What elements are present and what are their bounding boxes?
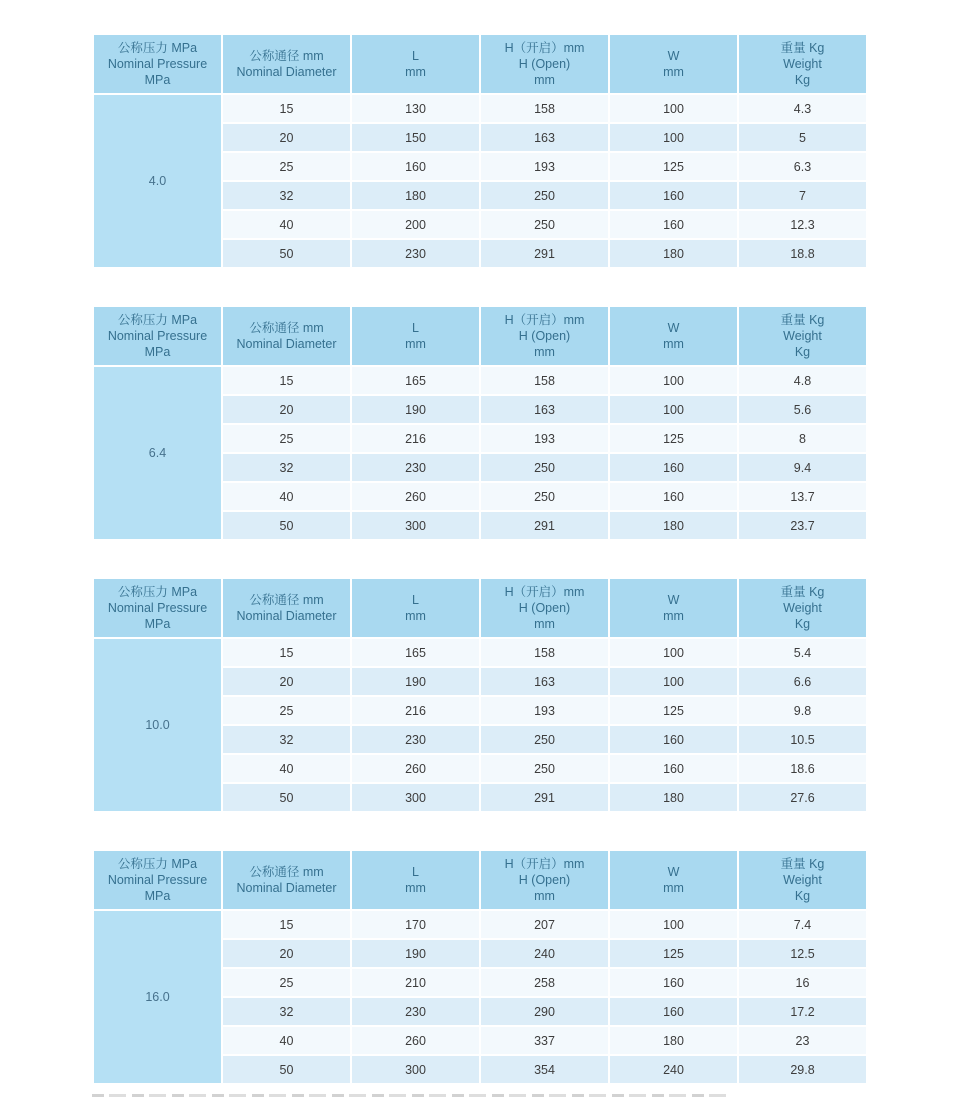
cell-weight: 6.6 xyxy=(739,668,866,695)
header-line: Weight xyxy=(783,601,822,615)
cell-height: 337 xyxy=(481,1027,608,1054)
cell-height: 193 xyxy=(481,697,608,724)
header-line: Weight xyxy=(783,873,822,887)
header-line: mm xyxy=(663,65,684,79)
header-line: 公称通径 mm xyxy=(249,593,324,607)
cell-width: 125 xyxy=(610,425,737,452)
cell-diameter: 32 xyxy=(223,182,350,209)
cell-height: 193 xyxy=(481,153,608,180)
cell-diameter: 50 xyxy=(223,240,350,267)
cell-width: 100 xyxy=(610,911,737,938)
header-line: Nominal Pressure xyxy=(107,873,208,887)
header-nominal-pressure xyxy=(94,307,221,365)
cell-width: 180 xyxy=(610,240,737,267)
cell-height: 163 xyxy=(481,668,608,695)
cell-weight: 18.8 xyxy=(739,240,866,267)
cell-length: 160 xyxy=(352,153,479,180)
header-line: H (Open) xyxy=(518,57,571,71)
cell-weight: 6.3 xyxy=(739,153,866,180)
cell-width: 180 xyxy=(610,784,737,811)
cell-weight: 12.5 xyxy=(739,940,866,967)
cell-length: 260 xyxy=(352,1027,479,1054)
cell-weight: 27.6 xyxy=(739,784,866,811)
header-line: 公称通径 mm xyxy=(249,49,324,63)
header-line: 公称压力 MPa xyxy=(117,41,198,55)
header-height-open xyxy=(481,579,608,637)
cell-diameter: 32 xyxy=(223,454,350,481)
cell-height: 291 xyxy=(481,784,608,811)
cell-weight: 29.8 xyxy=(739,1056,866,1083)
cell-diameter: 20 xyxy=(223,940,350,967)
header-height-open xyxy=(481,851,608,909)
header-line: 重量 Kg xyxy=(780,313,825,327)
header-line: H（开启）mm xyxy=(504,41,585,55)
cell-length: 230 xyxy=(352,998,479,1025)
cell-width: 160 xyxy=(610,755,737,782)
header-line: H（开启）mm xyxy=(504,857,585,871)
cell-weight: 9.8 xyxy=(739,697,866,724)
cell-diameter: 40 xyxy=(223,483,350,510)
cell-diameter: 32 xyxy=(223,998,350,1025)
header-line: Kg xyxy=(794,73,811,87)
header-nominal-diameter xyxy=(223,579,350,637)
pressure-cell: 4.0 xyxy=(94,95,221,267)
cell-width: 125 xyxy=(610,153,737,180)
cell-weight: 16 xyxy=(739,969,866,996)
header-line: Kg xyxy=(794,617,811,631)
cell-height: 158 xyxy=(481,367,608,394)
header-line: mm xyxy=(534,889,555,903)
cell-width: 180 xyxy=(610,512,737,539)
cell-length: 230 xyxy=(352,726,479,753)
cell-width: 160 xyxy=(610,182,737,209)
header-line: 重量 Kg xyxy=(780,857,825,871)
pressure-cell: 10.0 xyxy=(94,639,221,811)
header-line: H (Open) xyxy=(518,329,571,343)
cell-weight: 8 xyxy=(739,425,866,452)
cell-width: 100 xyxy=(610,668,737,695)
cell-width: 160 xyxy=(610,483,737,510)
header-line: H (Open) xyxy=(518,873,571,887)
table-row xyxy=(94,639,866,666)
cell-height: 250 xyxy=(481,211,608,238)
cell-diameter: 15 xyxy=(223,639,350,666)
cell-width: 160 xyxy=(610,969,737,996)
cutoff-text-artifact xyxy=(92,1094,732,1097)
header-line: H (Open) xyxy=(518,601,571,615)
cell-height: 158 xyxy=(481,639,608,666)
header-line: 重量 Kg xyxy=(780,41,825,55)
cell-weight: 5 xyxy=(739,124,866,151)
cell-height: 250 xyxy=(481,755,608,782)
cell-width: 125 xyxy=(610,697,737,724)
cell-weight: 9.4 xyxy=(739,454,866,481)
spec-table-10_0-mpa xyxy=(92,577,868,813)
cell-diameter: 32 xyxy=(223,726,350,753)
cell-length: 300 xyxy=(352,784,479,811)
cell-width: 100 xyxy=(610,367,737,394)
cell-height: 158 xyxy=(481,95,608,122)
header-line: W xyxy=(667,49,680,63)
cell-length: 165 xyxy=(352,367,479,394)
cell-height: 291 xyxy=(481,240,608,267)
cell-diameter: 40 xyxy=(223,755,350,782)
header-line: Weight xyxy=(783,57,822,71)
header-line: mm xyxy=(405,337,426,351)
cell-weight: 12.3 xyxy=(739,211,866,238)
cell-width: 100 xyxy=(610,95,737,122)
cell-weight: 4.3 xyxy=(739,95,866,122)
header-nominal-pressure xyxy=(94,579,221,637)
cell-weight: 10.5 xyxy=(739,726,866,753)
table-header xyxy=(94,851,866,909)
table-header xyxy=(94,35,866,93)
header-line: W xyxy=(667,593,680,607)
cell-weight: 5.6 xyxy=(739,396,866,423)
header-length xyxy=(352,579,479,637)
table-row xyxy=(94,95,866,122)
cell-diameter: 25 xyxy=(223,697,350,724)
header-line: Nominal Pressure xyxy=(107,57,208,71)
cell-diameter: 15 xyxy=(223,367,350,394)
cell-weight: 18.6 xyxy=(739,755,866,782)
header-line: 公称通径 mm xyxy=(249,321,324,335)
cell-length: 210 xyxy=(352,969,479,996)
header-line: mm xyxy=(534,345,555,359)
cell-weight: 7.4 xyxy=(739,911,866,938)
cell-length: 190 xyxy=(352,668,479,695)
header-line: Kg xyxy=(794,889,811,903)
header-line: mm xyxy=(405,881,426,895)
header-line: H（开启）mm xyxy=(504,585,585,599)
cell-height: 250 xyxy=(481,454,608,481)
cell-length: 260 xyxy=(352,483,479,510)
header-line: Nominal Diameter xyxy=(236,609,337,623)
cell-diameter: 50 xyxy=(223,512,350,539)
header-nominal-diameter xyxy=(223,851,350,909)
header-weight xyxy=(739,579,866,637)
cell-diameter: 50 xyxy=(223,1056,350,1083)
cell-diameter: 25 xyxy=(223,425,350,452)
header-line: mm xyxy=(663,881,684,895)
header-line: Weight xyxy=(783,329,822,343)
cell-height: 207 xyxy=(481,911,608,938)
header-line: W xyxy=(667,321,680,335)
cell-width: 160 xyxy=(610,211,737,238)
table-header xyxy=(94,307,866,365)
cell-length: 165 xyxy=(352,639,479,666)
pressure-cell: 16.0 xyxy=(94,911,221,1083)
header-nominal-pressure xyxy=(94,851,221,909)
cell-width: 160 xyxy=(610,726,737,753)
cell-length: 190 xyxy=(352,940,479,967)
header-line: 公称通径 mm xyxy=(249,865,324,879)
cell-weight: 5.4 xyxy=(739,639,866,666)
cell-length: 300 xyxy=(352,512,479,539)
header-line: Nominal Pressure xyxy=(107,601,208,615)
header-width xyxy=(610,307,737,365)
cell-length: 180 xyxy=(352,182,479,209)
cell-length: 300 xyxy=(352,1056,479,1083)
spec-table-4_0-mpa xyxy=(92,33,868,269)
cell-diameter: 20 xyxy=(223,124,350,151)
cell-weight: 23.7 xyxy=(739,512,866,539)
header-weight xyxy=(739,851,866,909)
cell-diameter: 50 xyxy=(223,784,350,811)
header-line: 公称压力 MPa xyxy=(117,313,198,327)
header-weight xyxy=(739,307,866,365)
cell-height: 291 xyxy=(481,512,608,539)
cell-diameter: 40 xyxy=(223,211,350,238)
header-line: 公称压力 MPa xyxy=(117,857,198,871)
header-line: H（开启）mm xyxy=(504,313,585,327)
cell-width: 160 xyxy=(610,454,737,481)
cell-height: 240 xyxy=(481,940,608,967)
pressure-cell: 6.4 xyxy=(94,367,221,539)
header-nominal-diameter xyxy=(223,35,350,93)
header-line: mm xyxy=(405,609,426,623)
cell-width: 240 xyxy=(610,1056,737,1083)
header-line: L xyxy=(412,865,419,879)
spec-table-16_0-mpa xyxy=(92,849,868,1085)
header-length xyxy=(352,307,479,365)
header-line: Nominal Diameter xyxy=(236,337,337,351)
header-line: MPa xyxy=(144,345,171,359)
header-line: MPa xyxy=(144,889,171,903)
cell-diameter: 20 xyxy=(223,396,350,423)
cell-height: 250 xyxy=(481,726,608,753)
cell-height: 163 xyxy=(481,396,608,423)
header-nominal-diameter xyxy=(223,307,350,365)
cell-height: 163 xyxy=(481,124,608,151)
header-line: L xyxy=(412,321,419,335)
header-nominal-pressure xyxy=(94,35,221,93)
cell-height: 250 xyxy=(481,182,608,209)
table-row xyxy=(94,911,866,938)
header-line: mm xyxy=(405,65,426,79)
header-line: mm xyxy=(663,609,684,623)
cell-width: 160 xyxy=(610,998,737,1025)
header-height-open xyxy=(481,307,608,365)
header-width xyxy=(610,35,737,93)
cell-height: 193 xyxy=(481,425,608,452)
cell-height: 290 xyxy=(481,998,608,1025)
cell-length: 170 xyxy=(352,911,479,938)
cell-length: 190 xyxy=(352,396,479,423)
header-line: 公称压力 MPa xyxy=(117,585,198,599)
cell-weight: 7 xyxy=(739,182,866,209)
cell-width: 100 xyxy=(610,396,737,423)
cell-length: 150 xyxy=(352,124,479,151)
cell-diameter: 20 xyxy=(223,668,350,695)
cell-weight: 13.7 xyxy=(739,483,866,510)
header-line: mm xyxy=(534,73,555,87)
header-line: W xyxy=(667,865,680,879)
header-line: L xyxy=(412,593,419,607)
cell-length: 260 xyxy=(352,755,479,782)
cell-width: 100 xyxy=(610,124,737,151)
cell-length: 216 xyxy=(352,425,479,452)
header-line: MPa xyxy=(144,617,171,631)
cell-weight: 23 xyxy=(739,1027,866,1054)
header-width xyxy=(610,851,737,909)
cell-diameter: 15 xyxy=(223,95,350,122)
cell-width: 180 xyxy=(610,1027,737,1054)
cell-weight: 17.2 xyxy=(739,998,866,1025)
header-line: Nominal Diameter xyxy=(236,881,337,895)
cell-height: 258 xyxy=(481,969,608,996)
header-length xyxy=(352,35,479,93)
header-line: Nominal Pressure xyxy=(107,329,208,343)
header-line: L xyxy=(412,49,419,63)
cell-width: 100 xyxy=(610,639,737,666)
cell-length: 130 xyxy=(352,95,479,122)
header-length xyxy=(352,851,479,909)
table-header xyxy=(94,579,866,637)
header-line: Kg xyxy=(794,345,811,359)
cell-length: 230 xyxy=(352,454,479,481)
header-line: 重量 Kg xyxy=(780,585,825,599)
cell-height: 354 xyxy=(481,1056,608,1083)
header-width xyxy=(610,579,737,637)
header-line: Nominal Diameter xyxy=(236,65,337,79)
header-line: MPa xyxy=(144,73,171,87)
cell-length: 200 xyxy=(352,211,479,238)
header-height-open xyxy=(481,35,608,93)
cell-weight: 4.8 xyxy=(739,367,866,394)
table-row xyxy=(94,367,866,394)
cell-diameter: 25 xyxy=(223,153,350,180)
header-line: mm xyxy=(534,617,555,631)
cell-diameter: 25 xyxy=(223,969,350,996)
cell-length: 216 xyxy=(352,697,479,724)
spec-table-6_4-mpa xyxy=(92,305,868,541)
header-weight xyxy=(739,35,866,93)
cell-height: 250 xyxy=(481,483,608,510)
cell-diameter: 40 xyxy=(223,1027,350,1054)
cell-length: 230 xyxy=(352,240,479,267)
header-line: mm xyxy=(663,337,684,351)
cell-diameter: 15 xyxy=(223,911,350,938)
cell-width: 125 xyxy=(610,940,737,967)
